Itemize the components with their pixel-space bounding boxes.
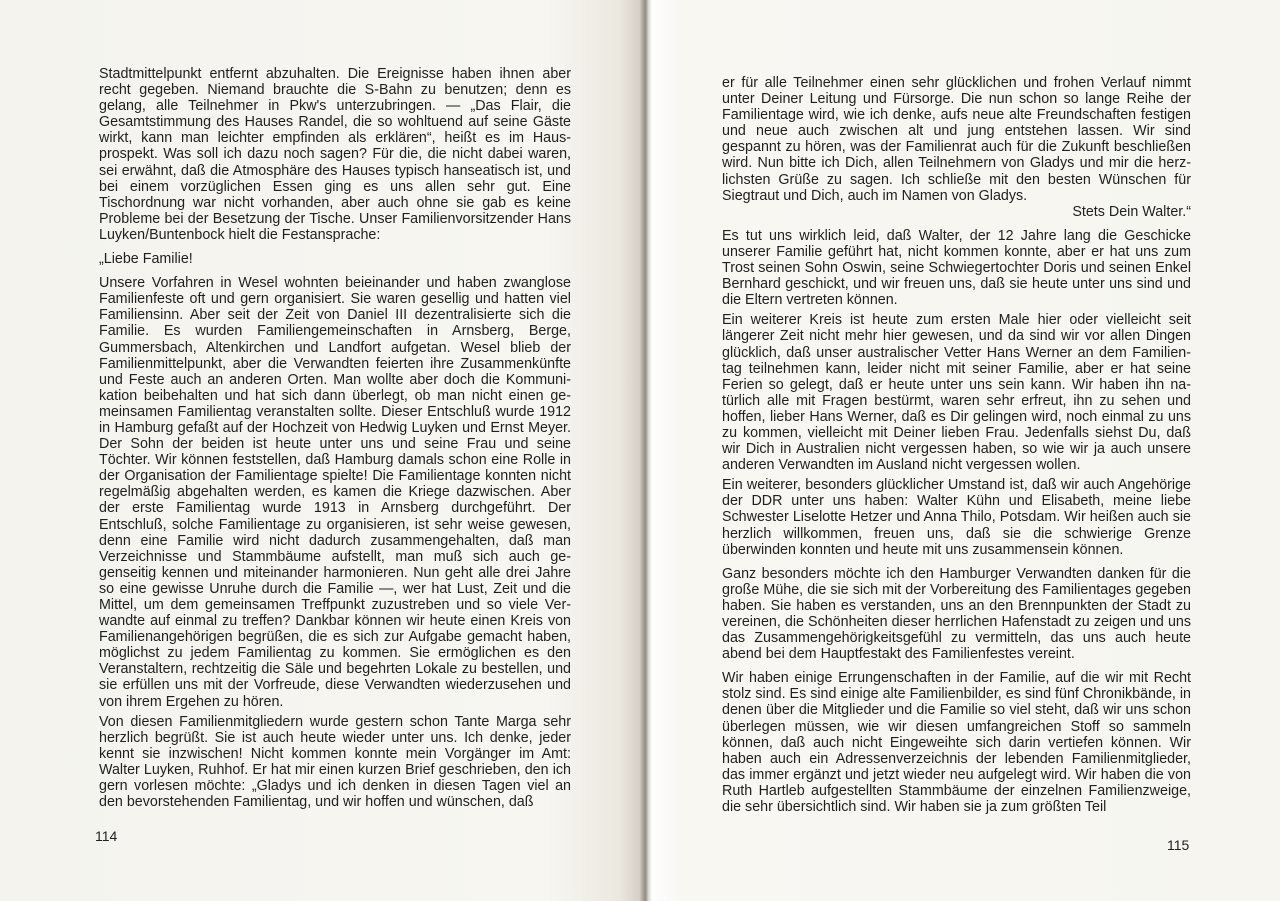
right-page-text <box>722 75 1191 815</box>
right-paragraph-3: Ein weiterer Kreis ist heute zum ersten Male hier oder vielleicht seit längerer Zeit nicht mehr hier gewesen, und da sind wir vor allen Dingen glücklich, daß unser australischer Vetter Hans Werner an dem Familientag teilnehmen kann, leider nicht mit seiner Familie, aber er hat seine Ferien so gelegt, daß er heute unter uns sein kann. Wir haben ihn natürlich alle mit Fragen bestürmt, waren sehr erfreut, ihn zu sehen und hoffen, lieber Hans Werner, daß es Dir gelingen wird, noch einmal zu uns zu kommen, vielleicht mit Deiner lieben Frau. Jedenfalls siehst Du, daß wir Dich in Australien nicht vergessen haben, so wie wir ja auch unsere anderen Verwandten im Ausland nicht vergessen wollen. <box>722 312 1191 474</box>
right-paragraph-6: Wir haben einige Errungenschaften in der Familie, auf die wir mit Recht stolz sind. Es sind einige alte Familienbilder, es sind fünf Chronikbände, in denen über die Mitglieder und die Familie so viel steht, daß wir uns schon überlegen müssen, wie wir diesen umfangreichen Stoff so sammeln können, daß auch nicht Eingeweihte sich darin vertiefen können. Wir haben auch ein Adressenverzeichnis der lebenden Familienmitglieder, das immer ergänzt und jetzt wieder neu aufgelegt wird. Wir haben die von Ruth Hartleb aufgestellten Stammbäume der einzelnen Familienzweige, die sehr übersichtlich sind. Wir haben sie ja zum größten Teil <box>722 670 1191 816</box>
right-paragraph-2: Es tut uns wirklich leid, daß Walter, der 12 Jahre lang die Geschicke unserer Familie geführt hat, nicht kommen konnte, aber er hat uns zum Trost seinen Sohn Oswin, seine Schwiegertochter Doris und seinen Enkel Bernhard geschickt, und wir freuen uns, daß sie heute unter uns sind und die Eltern vertreten können. <box>722 227 1191 309</box>
right-paragraph-4: Ein weiterer, besonders glücklicher Umstand ist, daß wir auch Angehörige der DDR unter uns haben: Walter Kühn und Elisabeth, meine liebe Schwester Liselotte Hetzer und Anna Thilo, Potsdam. Wir heißen auch sie herzlich willkommen, freuen uns, daß sie die schwierige Grenze überwinden konnten und heute mit uns zusammensein können. <box>722 477 1191 558</box>
right-page-number: 115 <box>1167 837 1190 853</box>
left-paragraph-4: Von diesen Familienmitgliedern wurde gestern schon Tante Marga sehr herzlich begrüßt. Sie ist auch heute wieder unter uns. Ich denke, jeder kennt sie inzwischen! Nicht kommen konnte mein Vorgänger im Amt: Walter Luyken, Ruhhof. Er hat mir einen kurzen Brief geschrieben, den ich gern vorlesen möchte: „Gladys und ich denken in diesen Tagen viel an den bevorstehenden Familientag, und wir hoffen und wünschen, daß <box>99 713 571 811</box>
left-paragraph-1: Stadtmittelpunkt entfernt abzuhalten. Die Ereignisse haben ihnen aber recht gegeben. Niemand brauchte die S-Bahn zu benutzen; denn es gelang, alle Teilnehmer in Pkw's unterzubringen. — „Das Flair, die Gesamtstimmung des Hauses Randel, die so wohltuend auf seine Gäste wirkt, kann man leichter empfinden als erklären“, heißt es im Hausprospekt. Was soll ich dazu noch sagen? Für die, die nicht dabei waren, sei erwähnt, daß die Atmosphäre des Hauses typisch hanseatisch ist, und bei einem vorzüglichen Essen ging es uns allen sehr gut. Eine Tischordnung war nicht vorhanden, aber auch ohne sie gab es keine Probleme bei der Besetzung der Tische. Unser Familienvorsitzender Hans Luyken/Buntenbock hielt die Festansprache: <box>99 66 571 243</box>
right-paragraph-5: Ganz besonders möchte ich den Hamburger Verwandten danken für die große Mühe, die sie sich mit der Vorbereitung des Familientages gegeben haben. Sie haben es verstanden, uns an den Brennpunkten der Stadt zu vereinen, die Schönheiten dieser herrlichen Hafenstadt zu zeigen und uns das Zusammengehörigkeitsgefühl zu vermitteln, das uns auch heute abend bei dem Hauptfestakt des Familienfestes vereint. <box>722 565 1191 663</box>
letter-signature: Stets Dein Walter.“ <box>1072 203 1191 220</box>
right-paragraph-1: er für alle Teilnehmer einen sehr glücklichen und frohen Verlauf nimmt unter Deiner Leitung und Fürsorge. Die nun schon so lange Reihe der Familientage wird, wie ich denke, aufs neue alte Freundschaften festigen und neue auch zwischen alt und jung entstehen lassen. Wir sind gespannt zu hören, was der Familienrat auch für die Zukunft beschließen wird. Nun bitte ich Dich, allen Teilnehmern von Gladys und mir die herzlichsten Grüße zu sagen. Ich schließe mit den besten Wünschen für Siegtraut und Dich, auch im Namen von Gladys. <box>722 75 1191 204</box>
book-gutter <box>640 0 652 901</box>
left-paragraph-2: „Liebe Familie! <box>99 251 193 268</box>
left-page-number: 114 <box>95 828 118 844</box>
left-page-text <box>99 66 571 810</box>
left-paragraph-3: Unsere Vorfahren in Wesel wohnten beieinander und haben zwanglose Familienfeste oft und gern organisiert. Sie waren gesellig und hatten viel Familiensinn. Aber seit der Zeit von Daniel III dezentralisierte sich die Familie. Es wurden Familiengemeinschaften in Arnsberg, Berge, Gummersbach, Altenkirchen und Landfort aufgetan. Wesel blieb der Familienmittelpunkt, aber die Verwandten feierten ihre Zusammenkünfte und Feste auch an anderen Orten. Man wollte aber doch die Kommunikation beibehalten und hat sich dann überlegt, ob man nicht einen gemeinsamen Familientag veranstalten sollte. Dieser Entschluß wurde 1912 in Hamburg gefaßt auf der Hochzeit von Hedwig Luyken und Ernst Meyer. Der Sohn der beiden ist heute unter uns und seine Frau und seine Töchter. Wir können feststellen, daß Hamburg damals schon eine Rolle in der Organisation der Familientage spielte! Die Familientage konnten nicht regelmäßig abgehalten werden, es kamen die Kriege dazwischen. Aber der erste Familientag wurde 1913 in Arnsberg durchgeführt. Der Entschluß, solche Familientage zu organisieren, ist sehr weise gewesen, denn eine Familie wird nicht dadurch zusammengehalten, daß man Verzeichnisse und Stammbäume aufstellt, man muß sich auch gegenseitig kennen und miteinander harmonieren. Nun geht alle drei Jahre so eine gewisse Unruhe durch die Familie —, wer hat Lust, Zeit und die Mittel, um dem gemeinsamen Treffpunkt zuzustreben und so viele Verwandte auf einmal zu treffen? Dankbar können wir heute einen Kreis von Familienangehörigen begrüßen, die es sich zur Aufgabe gemacht haben, möglichst zu jedem Familientag zu kommen. Sie ermöglichen es den Veranstaltern, rechtzeitig die Säle und begehrten Lokale zu bestellen, und sie erfüllen uns mit der Vorfreude, diese Verwandten wiederzusehen und von ihrem Ergehen zu hören. <box>99 275 571 710</box>
